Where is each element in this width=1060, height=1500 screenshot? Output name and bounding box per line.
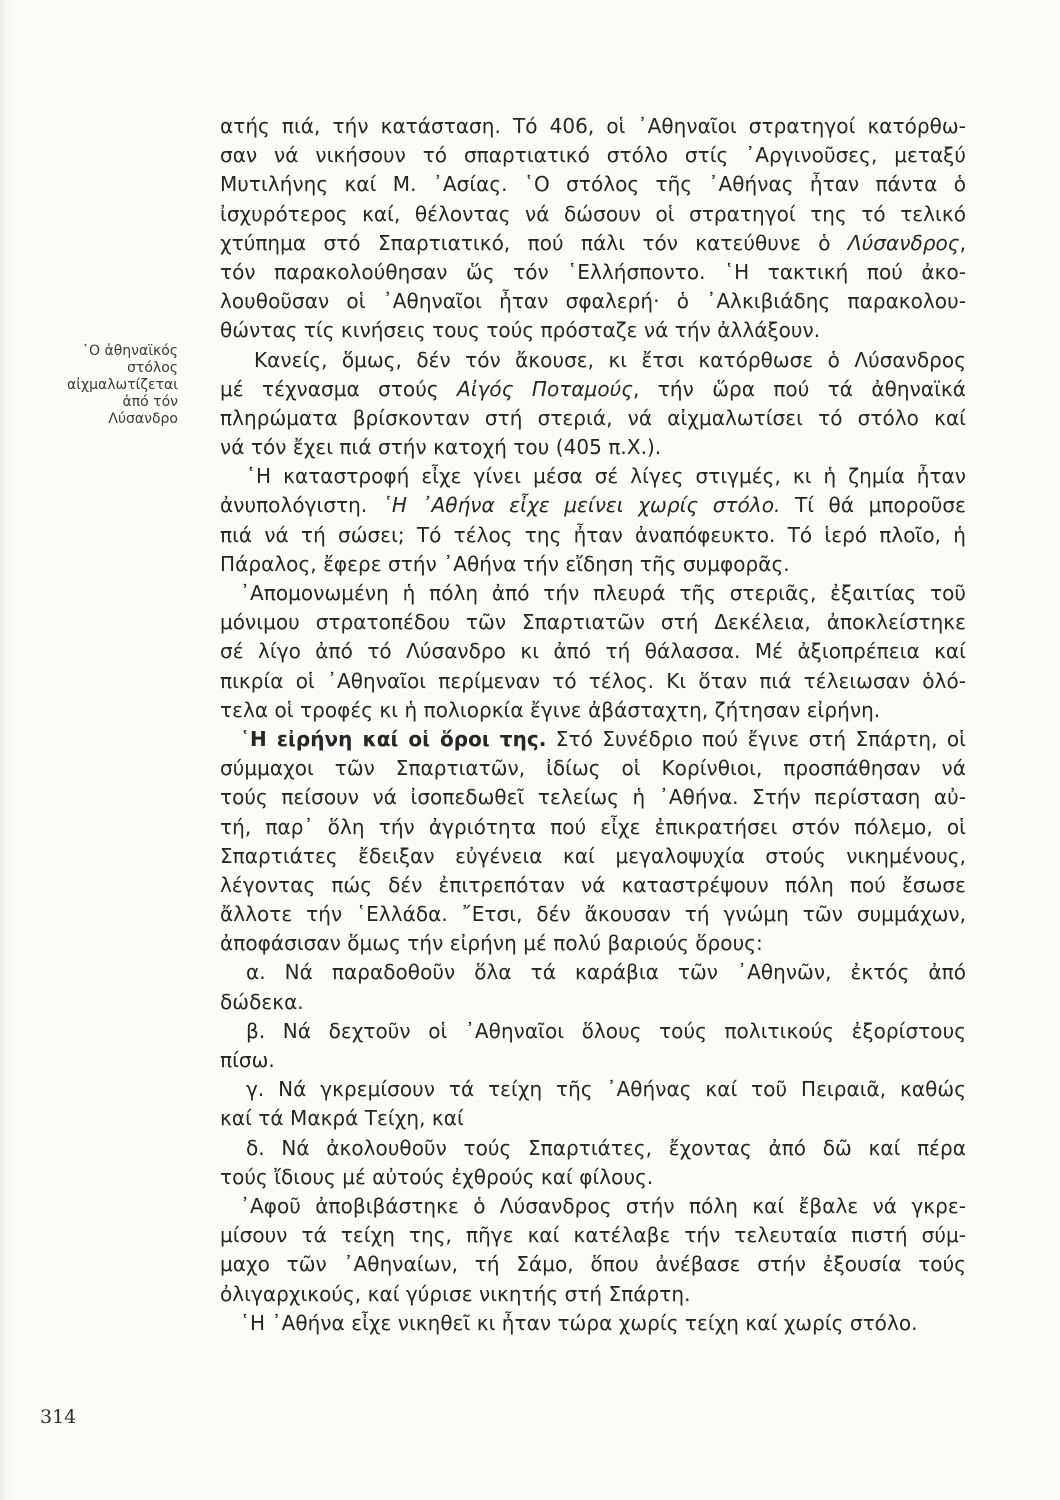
- text-line: ἀνυπολόγιστη. ῾Η ᾿Αθήνα εἶχε μείνει χωρίς στόλο. Τί θά μποροῦσε: [220, 493, 967, 518]
- text-line: ῾Η ᾿Αθήνα εἶχε νικηθεῖ κι ἦταν τώρα χωρίς τείχη καί χωρίς στόλο.: [240, 1310, 918, 1335]
- text-line: τή, παρ᾿ ὅλη τήν ἀγριότητα πού εἶχε ἐπικρατήσει στόν πόλεμο, οἱ: [220, 814, 966, 839]
- text-line: χτύπημα στό Σπαρτιατικό, πού πάλι τόν κατεύθυνε ὁ Λύσανδρος,: [220, 230, 966, 255]
- text-line: Πάραλος, ἔφερε στήν ᾿Αθήνα τήν εἴδηση τῆς συμφορᾶς.: [220, 551, 790, 576]
- text-line: σέ λίγο ἀπό τό Λύσανδρο κι ἀπό τή θάλασσα. Μέ ἀξιοπρέπεια καί: [220, 639, 966, 664]
- margin-note-line: ῾Ο ἀθηναϊκός: [82, 343, 178, 359]
- text-line: νά τόν ἔχει πιά στήν κατοχή του (405 π.Χ.).: [220, 435, 662, 460]
- text-line: λέγοντας πώς δέν ἐπιτρεπόταν νά καταστρέψουν πόλη πού ἔσωσε: [220, 872, 966, 897]
- text-line: πληρώματα βρίσκονταν στή στεριά, νά αἰχμαλωτίσει τό στόλο καί: [220, 405, 966, 430]
- text-line: ατής πιά, τήν κατάσταση. Τό 406, οἱ ᾿Αθηναῖοι στρατηγοί κατόρθω-: [220, 114, 966, 138]
- text-line: μέ τέχνασμα στούς Αἰγός Ποταμούς, τήν ὥρα πού τά ἀθηναϊκά: [220, 376, 966, 401]
- text-line: ὀλιγαρχικούς, καί γύρισε νικητής στή Σπάρτη.: [220, 1281, 691, 1306]
- margin-note-line: Λύσανδρο: [108, 411, 178, 427]
- text-line: θώντας τίς κινήσεις τους τούς πρόσταζε νά τήν ἀλλάξουν.: [220, 318, 821, 343]
- text-line: ἰσχυρότερος καί, θέλοντας νά δώσουν οἱ στρατηγοί της τό τελικό: [220, 201, 966, 226]
- page-edge-shadow: [0, 0, 10, 1500]
- term-line: δώδεκα.: [220, 989, 304, 1014]
- italic-place: Αἰγός Ποταμούς: [456, 376, 634, 401]
- margin-note: [52, 343, 178, 428]
- text-line: πιά νά τή σώσει; Τό τέλος της ἦταν ἀναπόφευκτο. Τό ἱερό πλοῖο, ἡ: [220, 522, 966, 547]
- text-line: τελα οἱ τροφές κι ἡ πολιορκία ἔγινε ἀβάσταχτη, ζήτησαν εἰρήνη.: [220, 697, 881, 722]
- text-line: σαν νά νικήσουν τό σπαρτιατικό στόλο στίς ᾿Αργινοῦσες, μεταξύ: [220, 143, 966, 168]
- text-line: μαχο τῶν ᾿Αθηναίων, τή Σάμο, ὅπου ἀνέβασε στήν ἐξουσία τούς: [220, 1252, 966, 1277]
- margin-note-line: αἰχμαλωτίζεται: [67, 377, 178, 393]
- text-line: τούς πείσουν νά ἰσοπεδωθεῖ τελείως ἡ ᾿Αθήνα. Στήν περίσταση αὐ-: [220, 785, 966, 810]
- text-line: ᾿Απομονωμένη ἡ πόλη ἀπό τήν πλευρά τῆς στεριᾶς, ἐξαιτίας τοῦ: [240, 581, 966, 605]
- text-line: λουθοῦσαν οἱ ᾿Αθηναῖοι ἦταν σφαλερή· ὁ ᾿Αλκιβιάδης παρακολου-: [220, 289, 966, 314]
- text-line: πικρία οἱ ᾿Αθηναῖοι περίμεναν τό τέλος. Κι ὅταν πιά τέλειωσαν ὁλό-: [220, 668, 966, 693]
- term-line: γ. Νά γκρεμίσουν τά τείχη τῆς ᾿Αθήνας καί τοῦ Πειραιᾶ, καθώς: [246, 1077, 966, 1102]
- term-line: δ. Νά ἀκολουθοῦν τούς Σπαρτιάτες, ἔχοντας ἀπό δῶ καί πέρα: [246, 1135, 966, 1160]
- margin-note-line: ἀπό τόν: [122, 394, 178, 410]
- term-line: πίσω.: [220, 1048, 275, 1072]
- text-line: ᾿Αφοῦ ἀποβιβάστηκε ὁ Λύσανδρος στήν πόλη καί ἔβαλε νά γκρε-: [240, 1193, 966, 1218]
- text-line: ῾Η καταστροφή εἶχε γίνει μέσα σέ λίγες στιγμές, κι ἡ ζημία ἦταν: [246, 464, 966, 489]
- term-line: καί τά Μακρά Τείχη, καί: [220, 1106, 464, 1131]
- term-line: τούς ἴδιους μέ αὐτούς ἐχθρούς καί φίλους.: [220, 1164, 654, 1189]
- term-line: α. Νά παραδοθοῦν ὅλα τά καράβια τῶν ᾿Αθηνῶν, ἐκτός ἀπό: [246, 960, 966, 985]
- page-number: 314: [40, 1406, 77, 1428]
- text-line: ῾Η εἰρήνη καί οἱ ὅροι της. Στό Συνέδριο πού ἔγινε στή Σπάρτη, οἱ: [240, 726, 967, 751]
- italic-name: Λύσανδρος: [847, 230, 960, 255]
- main-text: [220, 112, 966, 1338]
- margin-note-line: στόλος: [127, 360, 178, 376]
- text-line: μίσουν τά τείχη της, πῆγε καί κατέλαβε τήν τελευταία πιστή σύμ-: [220, 1223, 966, 1248]
- text-line: Σπαρτιάτες ἔδειξαν εὐγένεια καί μεγαλοψυχία στούς νικημένους,: [220, 843, 966, 868]
- section-heading: ῾Η εἰρήνη καί οἱ ὅροι της.: [240, 726, 547, 751]
- text-line: Κανείς, ὅμως, δέν τόν ἄκουσε, κι ἔτσι κατόρθωσε ὁ Λύσανδρος: [254, 347, 966, 372]
- text-line: Μυτιλήνης καί Μ. ᾿Ασίας. ῾Ο στόλος τῆς ᾿Αθήνας ἦταν πάντα ὁ: [220, 172, 966, 197]
- italic-sentence: ῾Η ᾿Αθήνα εἶχε μείνει χωρίς στόλο.: [381, 493, 781, 518]
- text-line: ἄλλοτε τήν ῾Ελλάδα. ῎Ετσι, δέν ἄκουσαν τή γνώμη τῶν συμμάχων,: [220, 902, 966, 927]
- text-line: ἀποφάσισαν ὅμως τήν εἰρήνη μέ πολύ βαριούς ὅρους:: [220, 931, 763, 956]
- term-line: β. Νά δεχτοῦν οἱ ᾿Αθηναῖοι ὅλους τούς πολιτικούς ἐξορίστους: [246, 1018, 966, 1043]
- text-line: μόνιμου στρατοπέδου τῶν Σπαρτιατῶν στή Δεκέλεια, ἀποκλείστηκε: [220, 610, 966, 635]
- text-line: σύμμαχοι τῶν Σπαρτιατῶν, ἰδίως οἱ Κορίνθιοι, προσπάθησαν νά: [220, 756, 966, 781]
- text-line: τόν παρακολούθησαν ὥς τόν ῾Ελλήσποντο. ῾Η τακτική πού ἀκο-: [220, 259, 966, 284]
